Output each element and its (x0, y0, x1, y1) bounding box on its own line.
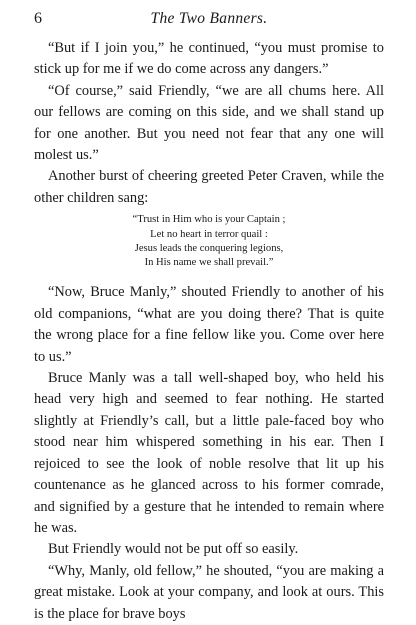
verse-line: In His name we shall prevail.” (144, 257, 274, 269)
paragraph: “Why, Manly, old fellow,” he shouted, “you are making a great mistake. Look at your company, and look at ours. This is the place for brave boys (34, 562, 384, 622)
body-text (34, 38, 384, 625)
verse-line: Jesus leads the conquering legions, (134, 242, 284, 254)
hymn-verse (34, 213, 384, 270)
paragraph: But Friendly would not be put off so easily. (48, 541, 299, 558)
page-header (34, 10, 384, 30)
page-number: 6 (34, 10, 42, 27)
paragraph: Another burst of cheering greeted Peter Craven, while the other children sang: (34, 168, 384, 206)
verse-line: Let no heart in terror quail : (150, 228, 268, 240)
paragraph: “Of course,” said Friendly, “we are all chums here. All our fellows are coming on this side, and we shall stand up for one another. But you need not fear that any one will molest us.” (34, 82, 384, 164)
paragraph: “Now, Bruce Manly,” shouted Friendly to another of his old companions, “what are you doing there? That is quite the wrong place for a fine fellow like you. Come over here to us.” (34, 284, 384, 365)
verse-line: “Trust in Him who is your Captain ; (132, 214, 286, 226)
paragraph: Bruce Manly was a tall well-shaped boy, who held his head very high and seemed to fear nothing. He started slightly at Friendly’s call, but a little pale-faced boy who stood near him whispered something in his ear. Then I rejoiced to see the look of noble resolve that lit up his countenance as he glanced across to his former comrade, and signified by a gesture that he intended to remain where he was. (34, 370, 384, 536)
paragraph: “But if I join you,” he continued, “you must promise to stick up for me if we do come across any dangers.” (34, 40, 384, 78)
running-title: The Two Banners. (150, 10, 268, 27)
